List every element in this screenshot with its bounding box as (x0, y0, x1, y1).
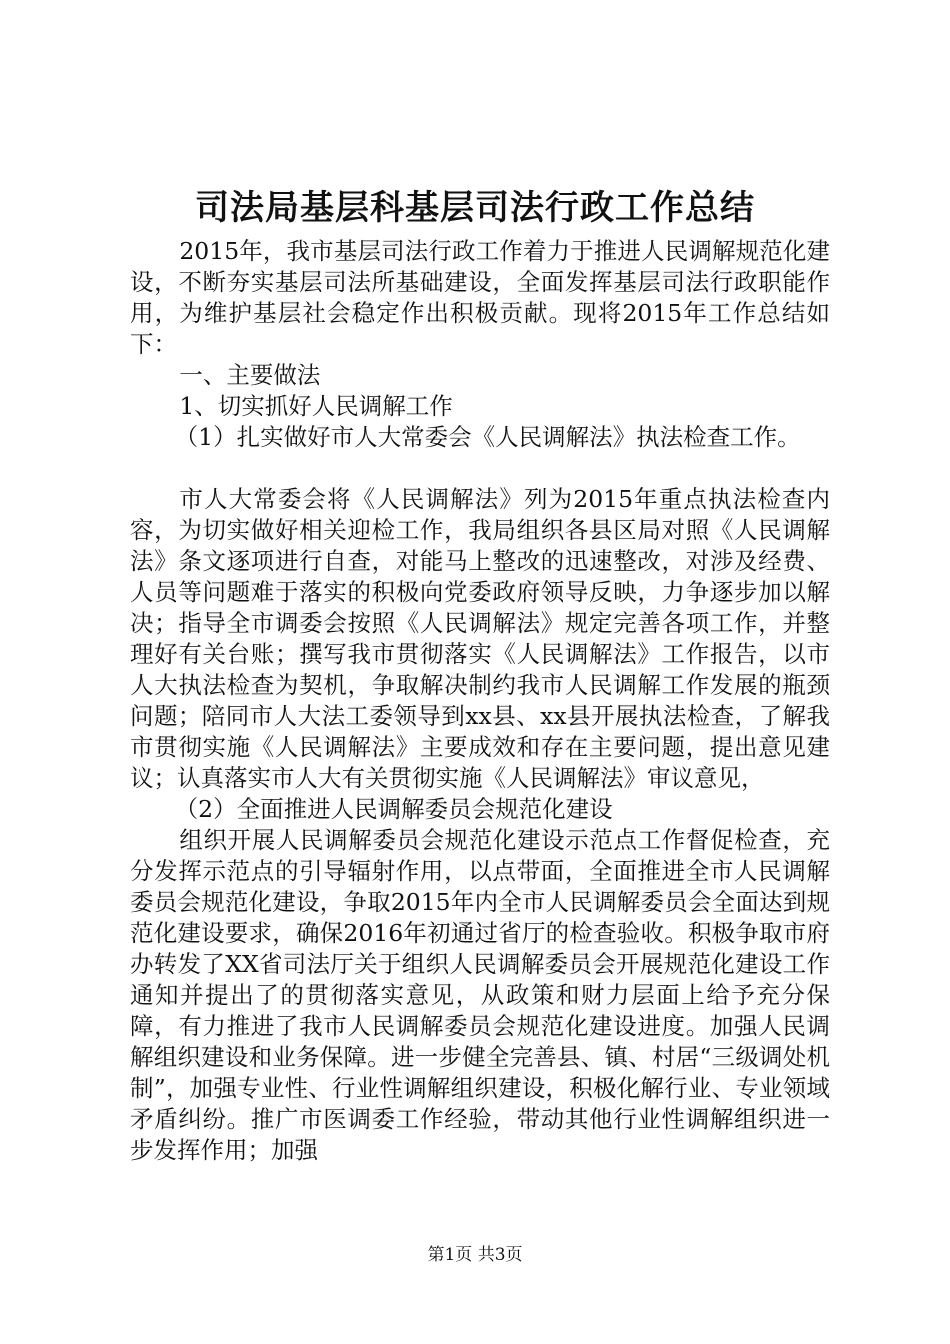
item-heading-1: （1）扎实做好市人大常委会《人民调解法》执法检查工作。 (174, 423, 801, 451)
section-heading: 一、主要做法 (179, 361, 321, 389)
document-body (130, 236, 830, 1166)
intro-paragraph: 2015年，我市基层司法行政工作着力于推进人民调解规范化建设，不断夯实基层司法所基础建设，全面发挥基层司法行政职能作用，为维护基层社会稳定作出积极贡献。现将2015年工作总结如下： (130, 237, 830, 358)
body-paragraph-2: 组织开展人民调解委员会规范化建设示范点工作督促检查，充分发挥示范点的引导辐射作用，以点带面，全面推进全市人民调解委员会规范化建设，争取2015年内全市人民调解委员会全面达到规范化建设要求，确保2016年初通过省厅的检查验收。积极争取市府办转发了XX省司法厅关于组织人民调解委员会开展规范化建设工作通知并提出了的贯彻落实意见，从政策和财力层面上给予充分保障，有力推进了我市人民调解委员会规范化建设进度。加强人民调解组织建设和业务保障。进一步健全完善县、镇、村居“三级调处机制”，加强专业性、行业性调解组织建设，积极化解行业、专业领域矛盾纠纷。推广市医调委工作经验，带动其他行业性调解组织进一步发挥作用；加强 (130, 826, 830, 1164)
body-paragraph-1: 市人大常委会将《人民调解法》列为2015年重点执法检查内容，为切实做好相关迎检工作，我局组织各县区局对照《人民调解法》条文逐项进行自查，对能马上整改的迅速整改，对涉及经费、人员等问题难于落实的积极向党委政府领导反映，力争逐步加以解决；指导全市调委会按照《人民调解法》规定完善各项工作，并整理好有关台账；撰写我市贯彻落实《人民调解法》工作报告，以市人大执法检查为契机，争取解决制约我市人民调解工作发展的瓶颈问题；陪同市人大法工委领导到xx县、xx县开展执法检查，了解我市贯彻实施《人民调解法》主要成效和存在主要问题，提出意见建议；认真落实市人大有关贯彻实施《人民调解法》审议意见， (130, 485, 830, 792)
page-footer: 第1页 共3页 (427, 1245, 523, 1265)
item-heading-2: （2）全面推进人民调解委员会规范化建设 (174, 795, 613, 823)
document-title: 司法局基层科基层司法行政工作总结 (195, 188, 755, 228)
subsection-heading: 1、切实抓好人民调解工作 (179, 392, 453, 420)
paragraph-spacer (130, 453, 830, 484)
